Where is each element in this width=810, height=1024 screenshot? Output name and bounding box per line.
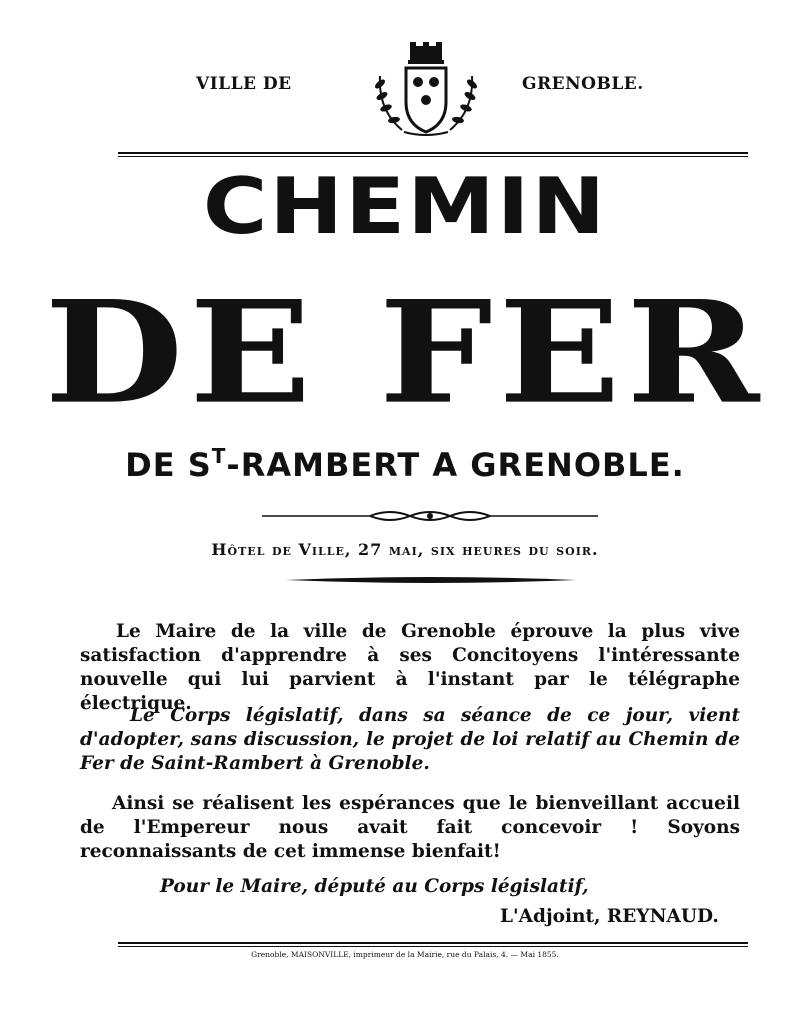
paragraph-2: Le Corps législatif, dans sa séance de ce jour, vient d'adopter, sans discussion, le projet de loi relatif au Chemin de Fer de Saint-Rambert à Grenoble.	[80, 705, 740, 774]
subtitle-superscript: T	[211, 444, 227, 468]
bottom-rule-thin	[118, 946, 748, 947]
signature-line-2: L'Adjoint, REYNAUD.	[500, 906, 719, 927]
title-line-2: DE FER	[44, 269, 766, 436]
top-rule	[118, 152, 748, 154]
city-coat-of-arms-icon	[364, 40, 488, 140]
ornament-rule	[286, 574, 576, 586]
bottom-rule	[118, 942, 748, 944]
paragraph-3: Ainsi se réalisent les espérances que le bienveillant accueil de l'Empereur nous avait fait concevoir ! Soyons reconnaissants de cet immense bienfait!	[80, 793, 740, 862]
ornament-flourish	[262, 508, 598, 524]
header-right-text: GRENOBLE.	[522, 74, 644, 94]
subtitle-prefix: DE S	[125, 446, 212, 484]
top-rule-thin	[118, 156, 748, 157]
signature-line-1: Pour le Maire, député au Corps législatif,	[160, 876, 589, 897]
subtitle-suffix: -RAMBERT A GRENOBLE.	[226, 446, 685, 484]
printer-imprint: Grenoble, MAISONVILLE, imprimeur de la Mairie, rue du Palais, 4. — Mai 1855.	[251, 950, 559, 959]
header-left-text: VILLE DE	[196, 74, 292, 94]
paragraph-1: Le Maire de la ville de Grenoble éprouve la plus vive satisfaction d'apprendre à ses Concitoyens l'intéressante nouvelle qui lui parvient à l'instant par le télégraphe électrique.	[80, 621, 740, 714]
title-line-1: CHEMIN	[202, 160, 608, 252]
dateline: Hôtel de Ville, 27 mai, six heures du soir.	[211, 540, 599, 559]
subtitle	[0, 446, 810, 484]
